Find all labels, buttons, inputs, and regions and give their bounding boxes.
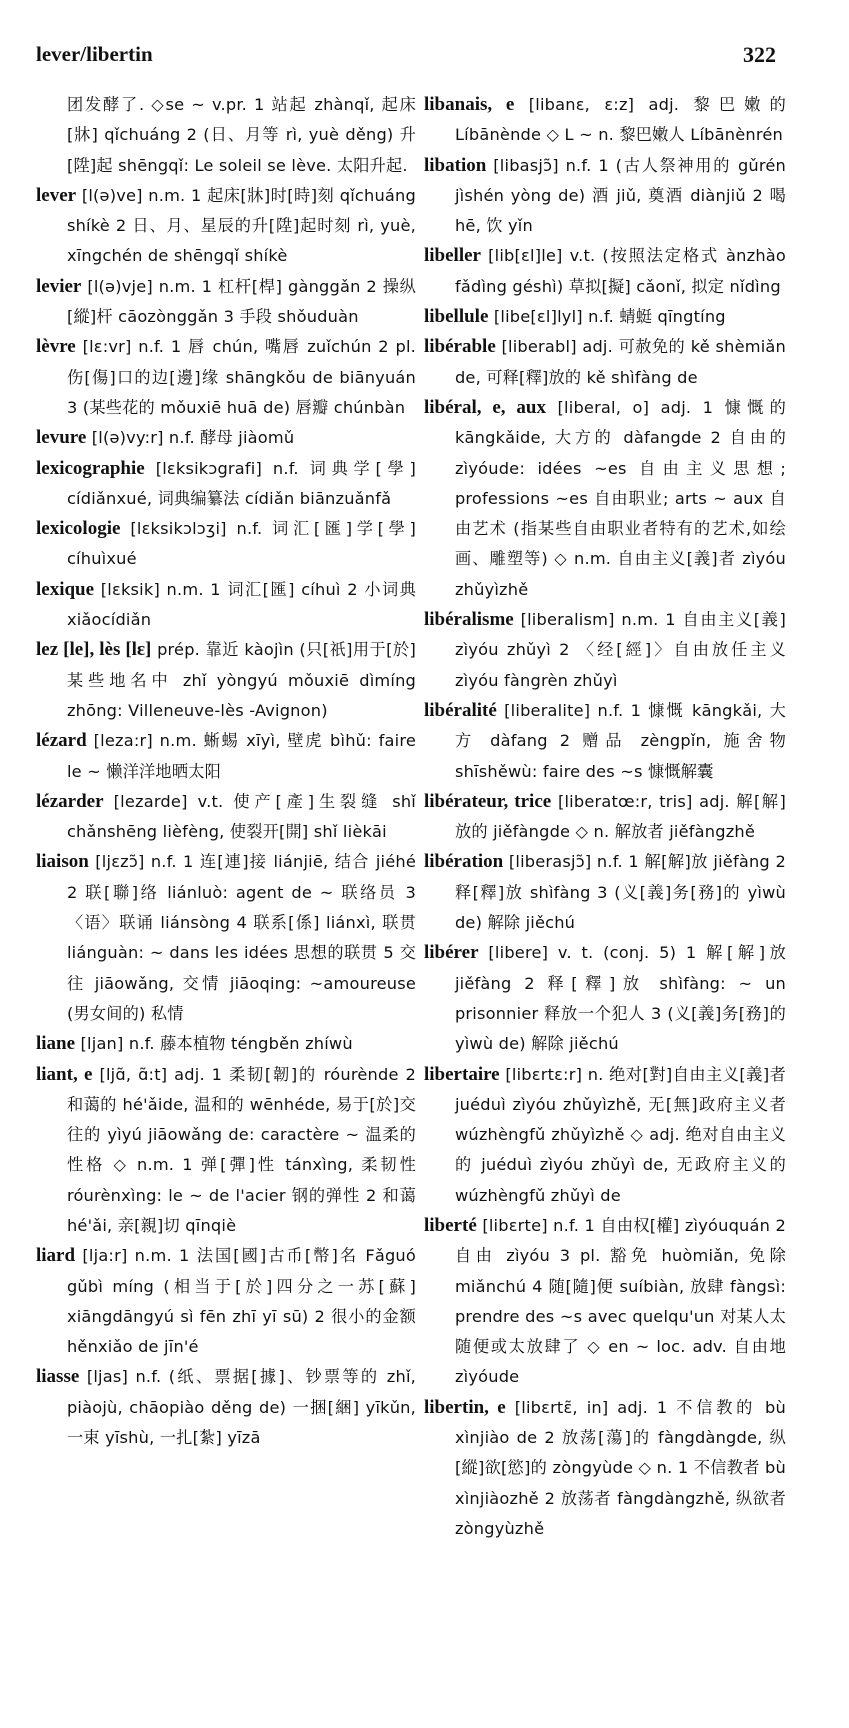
dictionary-entry: [36, 787, 416, 848]
entry-headword: libéralité: [424, 699, 497, 721]
dictionary-entry: [36, 1060, 416, 1242]
entry-definition: [ljɑ̃, ɑ̃:t] adj. 1 柔韧[韌]的 róurènde 2 和蔼的 hé'ǎide, 温和的 wēnhéde, 易于[於]交往的 yìyú jiāowǎng de: caractère ~ 温柔的性格 ◇ n.m. 1 弹[彈]性 tánxìng, 柔韧性 róurènxìng: le ~ de l'acier 钢的弹性 2 和蔼 hé'ǎi, 亲[親]切 qīnqiè: [66, 1064, 416, 1235]
page-number: 322: [743, 42, 776, 67]
entry-definition: [liberalism] n.m. 1 自由主义[義] zìyóu zhǔyì 2 〈经[經]〉自由放任主义 zìyóu fàngrèn zhǔyì: [454, 610, 786, 690]
dictionary-entry: [36, 635, 416, 726]
left-column: [36, 90, 416, 1710]
dictionary-entry: [36, 90, 416, 181]
dictionary-entry: [36, 181, 416, 272]
entry-headword: levure: [36, 427, 87, 449]
dictionary-entry: [424, 938, 786, 1059]
dictionary-entry: [424, 393, 786, 605]
entry-definition: [liberasjɔ̃] n.f. 1 解[解]放 jiěfàng 2 释[釋]放 shìfàng 3 (义[義]务[務]的 yìwù de) 解除 jiěchú: [454, 852, 786, 933]
entry-headword: liberté: [424, 1214, 477, 1236]
entry-definition: [libɛrtɛ:r] n. 绝对[對]自由主义[義]者 juéduì zìyóu zhǔyìzhě, 无[無]政府主义者 wúzhèngfǔ zhǔyìzhě ◇ adj. 绝对自由主义的 juéduì zìyóu zhǔyì de, 无政府主义的 wúzhèngfǔ zhǔyì de: [454, 1064, 786, 1205]
entry-definition: [l(ə)vje] n.m. 1 杠杆[桿] gànggǎn 2 操纵[縱]杆 cāozònggǎn 3 手段 shǒuduàn: [66, 276, 416, 327]
dictionary-entry: [424, 847, 786, 938]
dictionary-entry: [36, 1241, 416, 1362]
dictionary-entry: [36, 423, 416, 453]
dictionary-entry: [424, 151, 786, 242]
entry-headword: lexicologie: [36, 518, 121, 540]
entry-definition: [lezarde] v.t. 使产[產]生裂缝 shǐ chǎnshēng lièfèng, 使裂开[開] shǐ lièkāi: [66, 791, 416, 842]
entry-headword: liard: [36, 1245, 76, 1267]
dictionary-entry: [424, 90, 786, 151]
entry-headword: libertin, e: [424, 1396, 506, 1418]
dictionary-entry: [424, 1211, 786, 1393]
entry-headword: lézard: [36, 730, 87, 752]
dictionary-entry: [424, 605, 786, 696]
entry-definition: [lja:r] n.m. 1 法国[國]古币[幣]名 Fǎguó gǔbì míng (相当于[於]四分之一苏[蘇] xiāngdāngyú sì fēn zhī yī sū) 2 很小的金额 hěnxiǎo de jīn'é: [66, 1246, 416, 1357]
dictionary-entry: [424, 241, 786, 302]
entry-definition: [libɛrtɛ̃, in] adj. 1 不信教的 bù xìnjiào de 2 放荡[蕩]的 fàngdàngde, 纵[縱]欲[慾]的 zòngyùde ◇ n. 1 不信教者 bù xìnjiàozhě 2 放荡者 fàngdàngzhě, 纵欲者 zòngyùzhě: [454, 1397, 786, 1538]
dictionary-entry: [36, 1362, 416, 1453]
dictionary-entry: [36, 272, 416, 333]
entry-definition: [liberatœ:r, tris] adj. 解[解]放的 jiěfàngde ◇ n. 解放者 jiěfàngzhě: [454, 791, 786, 842]
entry-headword: levier: [36, 275, 82, 297]
entry-headword: libeller: [424, 245, 481, 267]
entry-headword: lexicographie: [36, 457, 145, 479]
entry-definition: prép. 靠近 kàojìn (只[祇]用于[於]某些地名中 zhǐ yòngyú mǒuxiē dìmíng zhōng: Villeneuve-lès -Avignon): [66, 640, 416, 720]
dictionary-entry: [424, 332, 786, 393]
dictionary-entry: [36, 575, 416, 636]
entry-definition: [lɛksikɔlɔʒi] n.f. 词汇[匯]学[學] cíhuìxué: [66, 519, 416, 569]
entry-headword: lèvre: [36, 336, 76, 358]
entry-definition: [leza:r] n.m. 蜥蜴 xīyì, 壁虎 bìhǔ: faire le ~ 懒洋洋地晒太阳: [66, 731, 416, 781]
entry-definition: [libanɛ, ɛ:z] adj. 黎巴嫩的 Líbānènde ◇ L ~ n. 黎巴嫩人 Líbānènrén: [454, 95, 786, 145]
dictionary-entry: [36, 514, 416, 575]
entry-definition: [lɛ:vr] n.f. 1 唇 chún, 嘴唇 zuǐchún 2 pl. 伤[傷]口的边[邊]缘 shāngkǒu de biānyuán 3 (某些花的 mǒuxiē huā de) 唇瓣 chúnbàn: [66, 337, 416, 417]
dictionary-entry: [36, 454, 416, 515]
dictionary-entry: [36, 847, 416, 1029]
entry-definition: [libasjɔ̃] n.f. 1 (古人祭神用的 gǔrén jìshén yòng de) 酒 jiǔ, 奠酒 diànjiǔ 2 喝 hē, 饮 yǐn: [454, 155, 786, 236]
entry-definition: [lɛksik] n.m. 1 词汇[匯] cíhuì 2 小词典 xiǎocídiǎn: [66, 579, 416, 630]
entry-headword: libérer: [424, 942, 479, 964]
entry-headword: liane: [36, 1033, 76, 1055]
dictionary-entry: [36, 726, 416, 787]
entry-definition: [ljas] n.f. (纸、票据[據]、钞票等的 zhǐ, piàojù, chāopiào děng de) 一捆[綑] yīkǔn, 一束 yīshù, 一扎[紮] yīzā: [66, 1367, 416, 1448]
entry-headword: lever: [36, 184, 77, 206]
entry-definition: [libɛrte] n.f. 1 自由权[權] zìyóuquán 2 自由 zìyóu 3 pl. 豁免 huòmiǎn, 免除 miǎnchú 4 随[隨]便 suíbiàn, 放肆 fàngsì: prendre des ~s avec quelqu'un 对某人太随便或太放肆了 ◇ en ~ loc. adv. 自由地 zìyóude: [454, 1215, 786, 1387]
entry-headword: libanais, e: [424, 94, 515, 115]
dictionary-entry: [424, 1060, 786, 1211]
dictionary-entry: [36, 332, 416, 423]
entry-definition: [l(ə)ve] n.m. 1 起床[牀]时[時]刻 qǐchuáng shíkè 2 日、月、星辰的升[陞]起时刻 rì, yuè, xīngchén de shēngqǐ shíkè: [66, 185, 416, 266]
entry-headword: lexique: [36, 578, 95, 600]
entry-definition: [liberal, o] adj. 1 慷慨的 kāngkǎide, 大方的 dàfangde 2 自由的 zìyóude: idées ~es 自由主义思想; professions ~es 自由职业; arts ~ aux 自由艺术 (指某些自由职业者特有的艺术,如绘画、雕塑等) ◇ n.m. 自由主义[義]者 zìyóu zhǔyìzhě: [454, 397, 786, 599]
entry-headword: libération: [424, 851, 504, 873]
entry-definition: [liberabl] adj. 可赦免的 kě shèmiǎn de, 可释[釋]放的 kě shìfàng de: [454, 337, 786, 387]
entry-definition: [lɛksikɔgrafi] n.f. 词典学[學] cídiǎnxué, 词典编纂法 cídiǎn biānzuǎnfǎ: [66, 458, 416, 508]
entry-headword: libéralisme: [424, 609, 514, 631]
entry-definition: 团发酵了. ◇se ~ v.pr. 1 站起 zhànqǐ, 起床[牀] qǐchuáng 2 (日、月等 rì, yuè děng) 升[陞]起 shēngqǐ: Le soleil se lève. 太阳升起.: [66, 95, 416, 175]
entry-definition: [l(ə)vy:r] n.f. 酵母 jiàomǔ: [91, 428, 295, 448]
entry-headword: libation: [424, 154, 487, 176]
entry-headword: liant, e: [36, 1063, 93, 1085]
entry-headword: lez [le], lès [lɛ]: [36, 639, 152, 661]
entry-headword: libellule: [424, 306, 489, 328]
entry-definition: [lib[ɛl]le] v.t. (按照法定格式 ànzhào fǎdìng géshì) 草拟[擬] cǎonǐ, 拟定 nǐdìng: [454, 246, 786, 296]
dictionary-entry: [36, 1029, 416, 1059]
entry-headword: liasse: [36, 1366, 80, 1388]
entry-definition: [libere] v. t. (conj. 5) 1 解[解]放 jiěfàng 2 释[釋]放 shìfàng: ~ un prisonnier 释放一个犯人 3 (义[義]务[務]的 yìwù de) 解除 jiěchú: [454, 943, 786, 1054]
entry-definition: [ljɛzɔ̃] n.f. 1 连[連]接 liánjiē, 结合 jiéhé 2 联[聯]络 liánluò: agent de ~ 联络员 3 〈语〉联诵 liánsòng 4 联系[係] liánxì, 联贯 liánguàn: ~ dans les idées 思想的联贯 5 交往 jiāowǎng, 交情 jiāoqing: ~amoureuse (男女间的) 私情: [66, 852, 416, 1023]
guide-words: lever/libertin: [36, 42, 153, 66]
dictionary-entry: [424, 302, 786, 332]
page-header: [36, 42, 776, 72]
dictionary-entry: [424, 696, 786, 787]
entry-headword: libérable: [424, 336, 496, 358]
dictionary-entry: [424, 787, 786, 848]
entry-headword: liaison: [36, 851, 89, 873]
dictionary-entry: [424, 1393, 786, 1544]
entry-headword: lézarder: [36, 790, 104, 812]
entry-headword: libéral, e, aux: [424, 396, 546, 418]
right-column: [424, 90, 786, 1710]
entry-headword: libertaire: [424, 1063, 500, 1085]
entry-headword: libérateur, trice: [424, 790, 552, 812]
entry-definition: [ljan] n.f. 藤本植物 téngběn zhíwù: [80, 1034, 353, 1054]
entry-definition: [libe[ɛl]lyl] n.f. 蜻蜓 qīngtíng: [493, 307, 726, 327]
entry-definition: [liberalite] n.f. 1 慷慨 kāngkǎi, 大方 dàfang 2 赠品 zèngpǐn, 施舍物 shīshěwù: faire des ~s 慷慨解囊: [454, 700, 786, 781]
